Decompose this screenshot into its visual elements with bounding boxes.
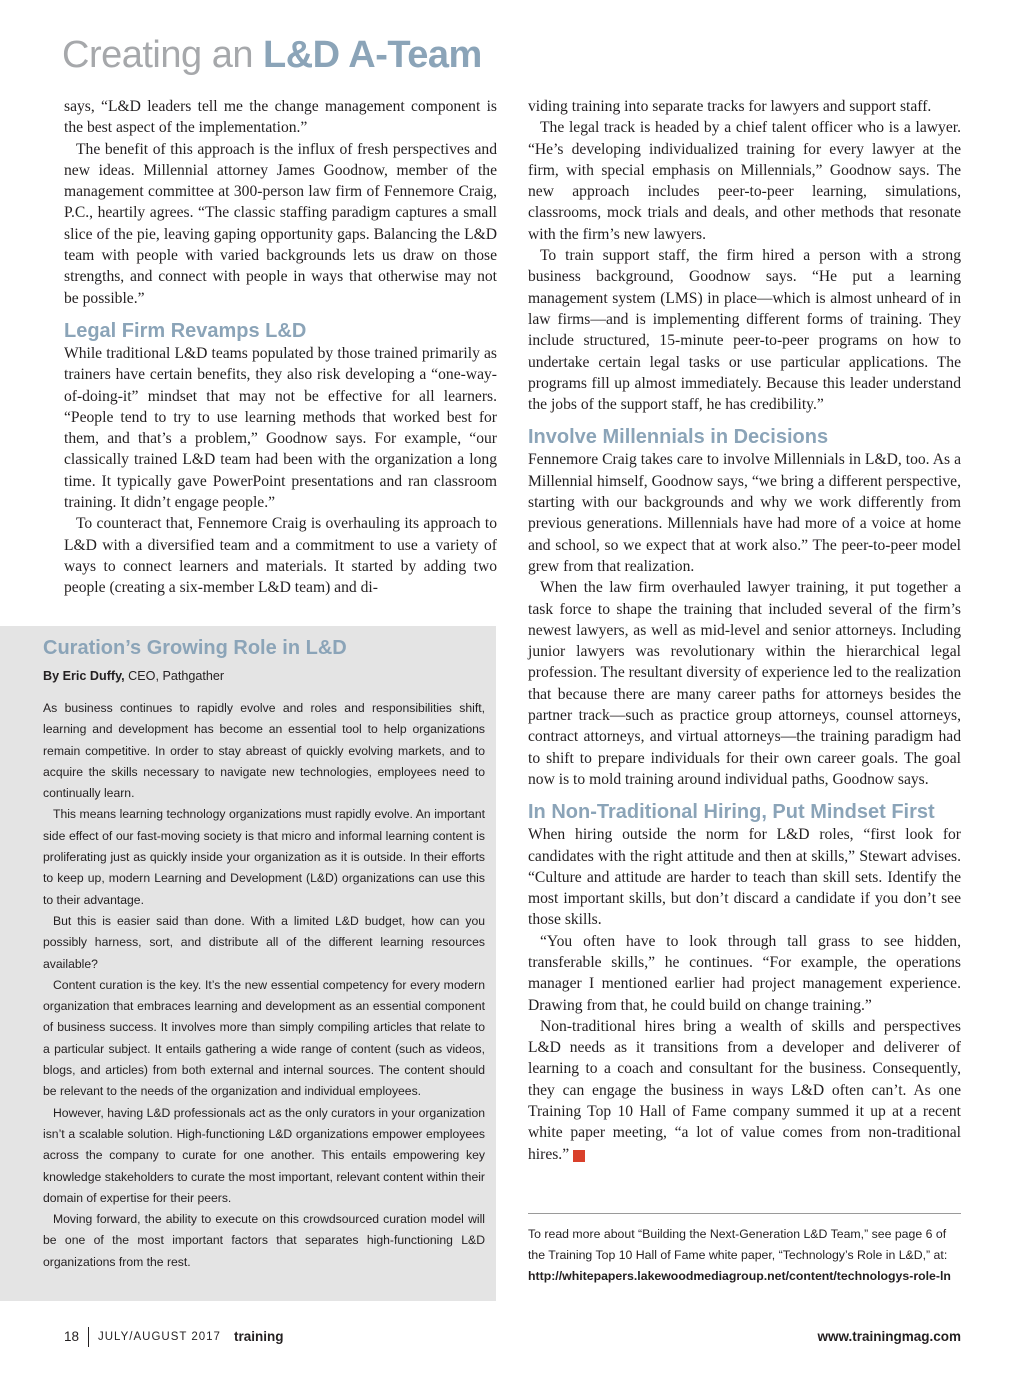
title-bold: L&D A-Team [263, 34, 482, 76]
footer-divider [88, 1327, 89, 1347]
body-paragraph: The benefit of this approach is the influx of fresh perspectives and new ideas. Millennial attorney James Goodnow, member of the management committee at 300-person law firm of Fennemore Craig, P.C., heartily agrees. “The classic staffing paradigm captures a small slice of the pie, leaving gaping opportunity gaps. Balancing the L&D team with people with varied backgrounds lets us draw on those strengths, and connect with people in ways that otherwise may not be possible.” [64, 140, 497, 307]
left-column [64, 96, 497, 599]
sidebar-paragraph: However, having L&D professionals act as the only curators in your organization isn’t a scalable solution. High-functioning L&D organizations empower employees across the company to curate for one another. This entails empowering key knowledge stakeholders to curate the most important, relevant content within their domain of expertise for their peers. [43, 1105, 485, 1205]
page-number: 18 [64, 1329, 80, 1344]
body-paragraph: “You often have to look through tall grass to see hidden, transferable skills,” he continues. “For example, the operations manager I mentioned earlier had project management experience. Drawing from that, he could build on change training.” [528, 932, 961, 1014]
sidebar-paragraph: Moving forward, the ability to execute on this crowdsourced curation model will be one of the most important factors that separates high-functioning L&D organizations from the rest. [43, 1212, 485, 1269]
body-paragraph: The legal track is headed by a chief talent officer who is a lawyer. “He’s developing individualized training for every lawyer at the firm, with special emphasis on Millennials,” Goodnow says. The new approach includes peer-to-peer learning, simulations, classrooms, mock trials and deals, and other methods that resonate with the firm’s new lawyers. [528, 119, 961, 243]
body-paragraph: Fennemore Craig takes care to involve Millennials in L&D, too. As a Millennial himself, Goodnow says, “we bring a different perspective, starting with our backgrounds and why we work differently from previous generations. Millennials have had more of a voice at home and school, so we expect that at work also.” The peer-to-peer model grew from that realization. [528, 451, 961, 575]
sidebar-heading: Curation’s Growing Role in L&D [43, 637, 347, 659]
body-paragraph: To train support staff, the firm hired a person with a strong business background, Goodnow says. “He put a learning management system (LMS) in place—which is almost unheard of in law firms—and is implementing different forms of training. They include structured, 15-minute peer-to-peer programs on how to undertake certain legal tasks or use particular applications. The programs fill up almost immediately. Because this leader understand the jobs of the support staff, he has credibility.” [528, 247, 961, 414]
end-mark-icon: t [573, 1150, 585, 1162]
section-heading: Legal Firm Revamps L&D [64, 319, 307, 342]
issue-date: JULY/AUGUST 2017 [98, 1331, 221, 1343]
read-more-text: To read more about “Building the Next-Generation L&D Team,” see page 6 of the Training Top 10 Hall of Fame white paper, “Technology’s Role in L&D,” at: [528, 1227, 948, 1262]
body-paragraph: says, “L&D leaders tell me the change management component is the best aspect of the implementation.” [64, 98, 497, 137]
sidebar-paragraph: Content curation is the key. It’s the new essential competency for every modern organization that embraces learning and development as an essential component of business success. It involves more than simply compiling articles that relate to a particular subject. It entails gathering a wide range of content (such as videos, blogs, and articles) from both external and internal sources. The content should be relevant to the needs of the organization and individual employees. [43, 977, 485, 1099]
sidebar-box [0, 626, 496, 1301]
body-paragraph: When hiring outside the norm for L&D roles, “first look for candidates with the right attitude and then at skills,” Stewart advises. “Culture and attitude are harder to teach than skill sets. Identify the most important skills, but don’t discard a candidate if you don’t see those skills. [528, 826, 961, 929]
sidebar-paragraph: This means learning technology organizations must rapidly evolve. An important side effect of our fast-moving society is that micro and informal learning content is proliferating just as quickly inside your organization as it is outside. In their efforts to keep up, modern Learning and Development (L&D) organizations can use this to their advantage. [43, 807, 485, 907]
last-paragraph-text: Non-traditional hires bring a wealth of skills and perspectives L&D needs as it transitions from a developer and deliverer of learning to a coach and consultant for the business. Consequently, they can engage the business in ways L&D often can’t. As one Training Top 10 Hall of Fame company summed it up at a recent white paper meeting, “a lot of value comes from non-traditional hires.” [528, 1017, 961, 1163]
body-paragraph-last [528, 1016, 961, 1165]
read-more-note [528, 1213, 961, 1287]
website-url: www.trainingmag.com [817, 1329, 961, 1344]
title-light: Creating an [62, 34, 253, 76]
right-column [528, 96, 961, 1165]
page-footer [64, 1327, 961, 1349]
read-more-link[interactable]: http://whitepapers.lakewoodmediagroup.net/content/technologys-role-ln [528, 1269, 951, 1283]
body-paragraph: To counteract that, Fennemore Craig is overhauling its approach to L&D with a diversified team and a commitment to use a variety of ways to connect learners and materials. It started by adding two people (creating a six-member L&D team) and di- [64, 515, 497, 597]
section-heading: Involve Millennials in Decisions [528, 426, 829, 449]
section-heading: In Non-Traditional Hiring, Put Mindset First [528, 801, 935, 824]
page-title [62, 34, 482, 77]
body-paragraph: When the law firm overhauled lawyer training, it put together a task force to shape the training that included several of the firm’s newest lawyers, as well as mid-level and senior attorneys. Including junior lawyers was revolutionary within the hierarchical legal profession. The resultant diversity of experience led to the realization that because there are many career paths for attorneys besides the partner track—such as practice group attorneys, counsel attorneys, contract attorneys, and virtual attorneys—the training paradigm had to shift to prepare individuals for their own career goals. The goal now is to mold training around individual paths, Goodnow says. [528, 579, 961, 788]
byline-role: CEO, Pathgather [124, 669, 225, 683]
sidebar-paragraph: As business continues to rapidly evolve and roles and responsibilities shift, learning and development has become an essential tool to help organizations remain competitive. In order to stay abreast of quickly evolving markets, and to acquire the skills necessary to navigate new technologies, employees need to continually learn. [43, 701, 485, 801]
sidebar-paragraph: But this is easier said than done. With a limited L&D budget, how can you possibly harness, sort, and distribute all of the different learning resources available? [43, 913, 485, 971]
byline [43, 668, 485, 684]
body-paragraph: viding training into separate tracks for lawyers and support staff. [528, 98, 932, 115]
body-paragraph: While traditional L&D teams populated by those trained primarily as trainers have certain benefits, they also risk developing a “one-way-of-doing-it” mindset that may not be effective for all learners. “People tend to try to use learning methods that worked best for them, and that’s a problem,” Goodnow says. For example, “our classically trained L&D team had been with the organization a long time. It typically gave PowerPoint presentations and ran classroom training. It didn’t engage people.” [64, 344, 497, 512]
byline-author: By Eric Duffy, [43, 669, 125, 683]
magazine-name: training [234, 1329, 284, 1344]
